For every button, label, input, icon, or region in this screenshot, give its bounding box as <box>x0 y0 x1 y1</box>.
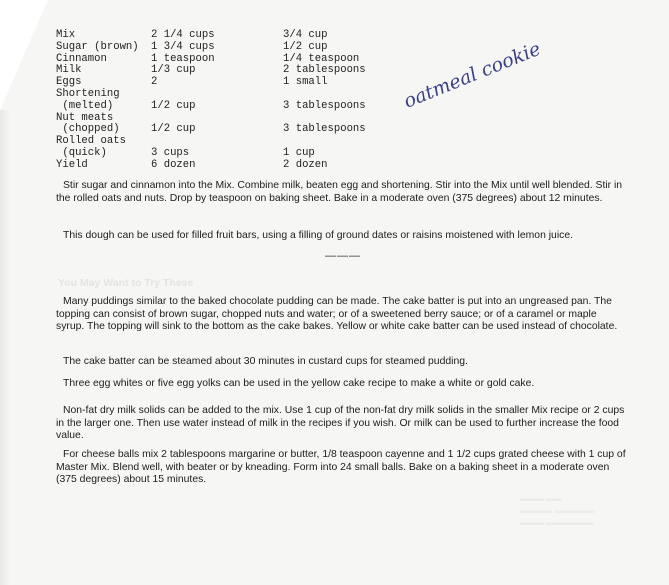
large-batch-amount: 1 cup <box>283 146 315 159</box>
ingredient-name: Nut meats <box>56 111 114 124</box>
large-batch-amount: 3 tablespoons <box>283 99 366 112</box>
handwritten-note-text: oatmeal cookie <box>400 37 544 113</box>
ingredient-name: Shortening <box>56 87 120 100</box>
large-batch-amount: 1/4 teaspoon <box>283 52 360 65</box>
large-batch-amount: 1 small <box>283 76 328 89</box>
large-batch-amount: 3/4 cup <box>283 29 328 41</box>
ingredient-name: Yield <box>56 158 88 171</box>
small-batch-amount: 6 dozen <box>151 158 196 171</box>
section-separator: ——— <box>325 250 361 262</box>
section-heading-faded: You May Want to Try These <box>58 277 194 289</box>
ingredient-name: (chopped) <box>56 123 120 136</box>
small-batch-amount: 2 1/4 cups <box>151 29 215 41</box>
small-batch-amount: 1 3/4 cups <box>151 40 215 53</box>
fruit-bars-note: This dough can be used for filled fruit bars, using a filling of ground dates or raisins moistened with lemon juice. <box>63 230 573 241</box>
baking-directions: Stir sugar and cinnamon into the Mix. Combine milk, beaten egg and shortening. Stir into the Mix until well blended. Stir in the rolled oats and nuts. Drop by teaspoon on baking sheet. Bake in a moderate oven (375 degrees) about 12 minutes. <box>56 180 623 204</box>
paragraph-steamed-pudding: The cake batter can be steamed about 30 minutes in custard cups for steamed pudding. <box>63 356 468 367</box>
small-batch-amount: 1/2 cup <box>151 123 196 136</box>
ingredient-name: Cinnamon <box>56 52 107 65</box>
small-batch-amount: 2 <box>151 76 158 89</box>
bleed-through-mark: ▬▬▬▬ ▬▬▬▬▬ <box>520 506 595 515</box>
large-batch-amount: 1/2 cup <box>283 40 328 53</box>
ingredient-name: Milk <box>56 64 82 77</box>
ingredient-name: Rolled oats <box>56 135 126 148</box>
paragraph-cheese-balls: For cheese balls mix 2 tablespoons margarine or butter, 1/8 teaspoon cayenne and 1 1/2 cups grated cheese with 1 cup of Master Mix. Blend well, with beater or by kneading. Form into 24 small balls. Bake on a baking sheet in a moderate oven (375 degrees) about 15 minutes. <box>56 449 626 486</box>
folded-corner <box>0 0 48 110</box>
small-batch-amount: 1/3 cup <box>151 64 196 77</box>
small-batch-amount: 1 teaspoon <box>151 52 215 65</box>
ingredient-name: Sugar (brown) <box>56 40 139 53</box>
ingredient-name: Eggs <box>56 76 82 89</box>
ingredient-name: (melted) <box>56 99 114 112</box>
ingredient-name: Mix <box>56 29 76 41</box>
large-batch-amount: 2 dozen <box>283 158 328 171</box>
paragraph-dry-milk: Non-fat dry milk solids can be added to the mix. Use 1 cup of the non-fat dry milk solids in the smaller Mix recipe or 2 cups in the larger one. Then use water instead of milk in the recipes if you wish. Or milk can be used to further increase the food value. <box>56 405 625 442</box>
page-edge-shadow <box>0 110 10 585</box>
paragraph-puddings: Many puddings similar to the baked chocolate pudding can be made. The cake batter is put into an ungreased pan. The topping can consist of brown sugar, chopped nuts and water; or of a sweetened berry sauce; or of a caramel or maple syrup. The topping will sink to the bottom as the cake bakes. Yellow or white cake batter can be used instead of chocolate. <box>56 296 618 333</box>
small-batch-amount: 3 cups <box>151 146 190 159</box>
handwritten-note-oatmeal-cookie <box>396 37 544 128</box>
large-batch-amount: 2 tablespoons <box>283 64 366 77</box>
large-batch-amount: 3 tablespoons <box>283 123 366 136</box>
bleed-through-mark: ▬▬▬ ▬▬ <box>520 494 563 503</box>
small-batch-amount: 1/2 cup <box>151 99 196 112</box>
bleed-through-mark: ▬▬▬ ▬▬▬▬▬▬ <box>520 518 595 527</box>
ingredient-name: (quick) <box>56 146 107 159</box>
paragraph-white-gold-cake: Three egg whites or five egg yolks can be used in the yellow cake recipe to make a white or gold cake. <box>63 378 535 389</box>
